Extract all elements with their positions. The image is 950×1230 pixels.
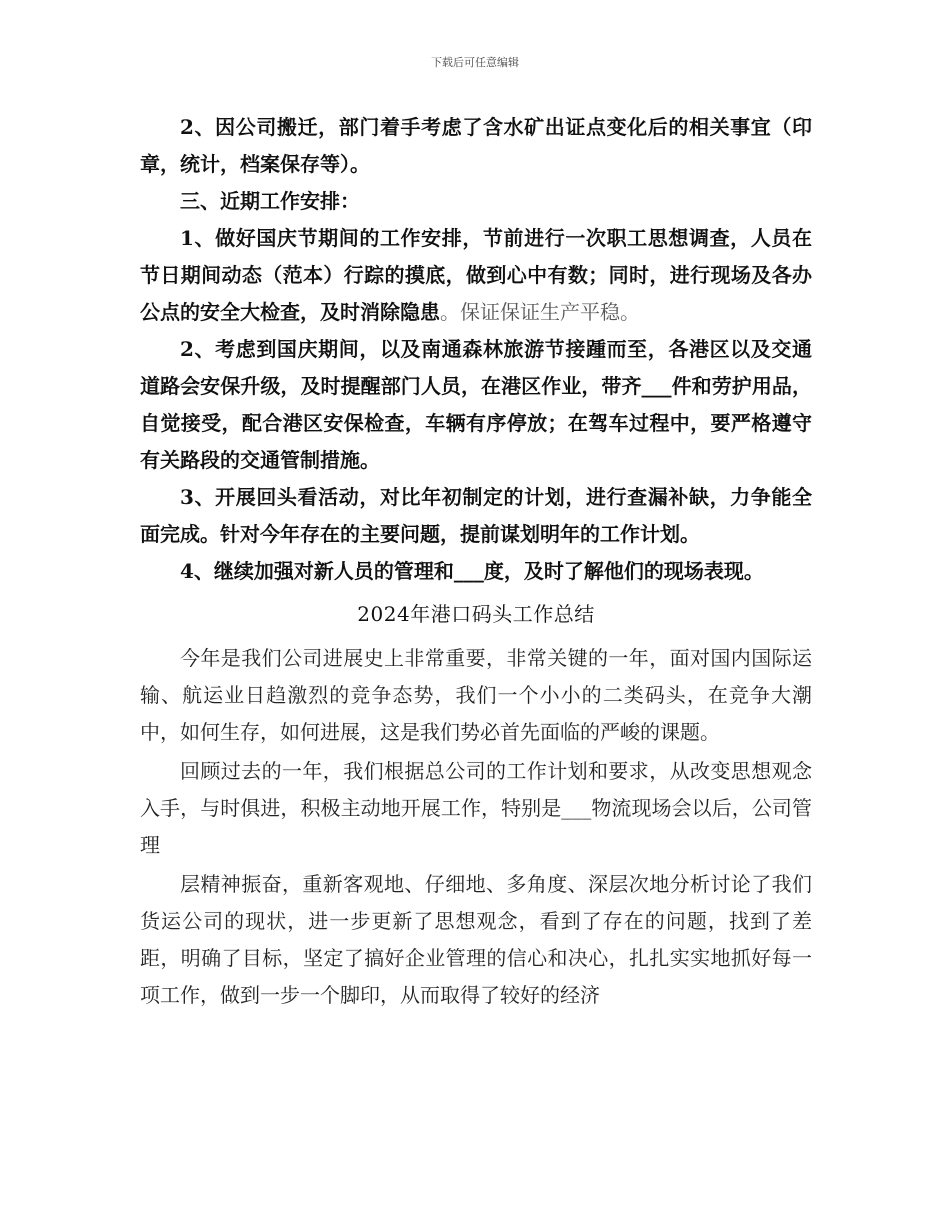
paragraph-review-activity: 3、开展回头看活动，对比年初制定的计划，进行查漏补缺，力争能全面完成。针对今年存在的主要问题，提前谋划明年的工作计划。	[140, 485, 812, 546]
document-body	[140, 109, 812, 1014]
paragraph-national-day-main: 1、做好国庆节期间的工作安排，节前进行一次职工思想调查，人员在节日期间动态（范本）行踪的摸底，做到心中有数；同时，进行现场及各办公点的安全大检查，及时消除隐患	[140, 226, 812, 324]
paragraph-new-staff-management: 4、继续加强对新人员的管理和___度，及时了解他们的现场表现。	[180, 559, 764, 583]
paragraph-security-upgrade: 2、考虑到国庆期间，以及南通森林旅游节接踵而至，各港区以及交通道路会安保升级，及时提醒部门人员，在港区作业，带齐___件和劳护用品，自觉接受，配合港区安保检查，车辆有序停放；在驾车过程中，要严格遵守有关路段的交通管制措施。	[140, 337, 812, 472]
page-header-note: 下载后可任意编辑	[431, 56, 519, 69]
paragraph-national-day-tail: 。保证保证生产平稳。	[440, 300, 640, 324]
paragraph-management: 层精神振奋，重新客观地、仔细地、多角度、深层次地分析讨论了我们货运公司的现状，进一步更新了思想观念，看到了存在的问题，找到了差距，明确了目标，坚定了搞好企业管理的信心和决心，扎扎实实地抓好每一项工作，做到一步一个脚印，从而取得了较好的经济	[140, 872, 812, 1007]
paragraph-review: 回顾过去的一年，我们根据总公司的工作计划和要求，从改变思想观念入手，与时俱进，积极主动地开展工作，特别是___物流现场会以后，公司管理	[140, 759, 812, 857]
document-title: 2024年港口码头工作总结	[357, 602, 595, 626]
paragraph-national-day-arrangement	[140, 220, 812, 331]
section-heading-recent-work: 三、近期工作安排：	[180, 189, 360, 213]
paragraph-intro: 今年是我们公司进展史上非常重要，非常关键的一年，面对国内国际运输、航运业日趋激烈的竞争态势，我们一个小小的二类码头，在竞争大潮中，如何生存，如何进展，这是我们势必首先面临的严峻的课题。	[140, 646, 812, 744]
paragraph-relocation: 2、因公司搬迁，部门着手考虑了含水矿出证点变化后的相关事宜（印章，统计，档案保存等）。	[140, 115, 812, 176]
